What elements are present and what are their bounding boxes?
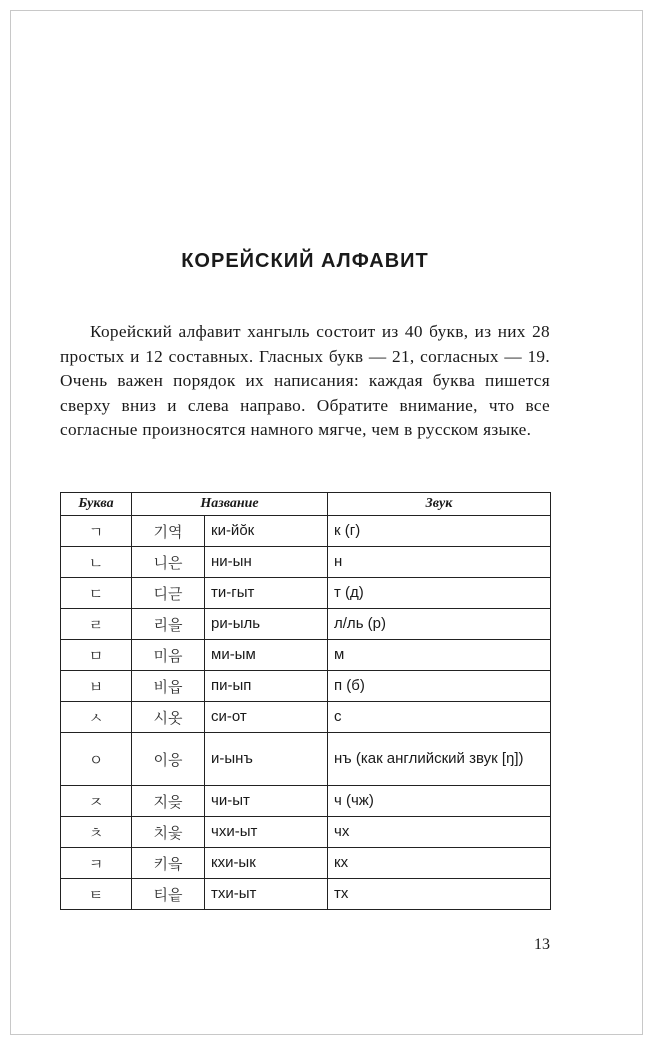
table-header-row bbox=[61, 493, 551, 516]
intro-paragraph: Корейский алфавит хангыль состоит из 40 букв, из них 28 простых и 12 составных. Гласных букв — 21, согласных — 19. Очень важен порядок их написания: каждая буква пишется сверху вниз и слева направо. Обратите внимание, что все согласные произносятся намного мягче, чем в русском языке. bbox=[60, 322, 550, 440]
korean-name-cell: 니은 bbox=[132, 547, 205, 578]
korean-name-cell: 기역 bbox=[132, 516, 205, 547]
table-row bbox=[61, 786, 551, 817]
letter-cell: ㄱ bbox=[61, 516, 132, 547]
sound-cell: т (д) bbox=[328, 578, 551, 609]
letter-cell: ㅅ bbox=[61, 702, 132, 733]
letter-cell: ㅌ bbox=[61, 879, 132, 910]
header-name: Название bbox=[132, 493, 328, 516]
russian-name-cell: и-ынъ bbox=[205, 733, 328, 786]
sound-cell: тх bbox=[328, 879, 551, 910]
letter-cell: ㅂ bbox=[61, 671, 132, 702]
korean-name-cell: 디귿 bbox=[132, 578, 205, 609]
russian-name-cell: ни-ын bbox=[205, 547, 328, 578]
sound-cell: п (б) bbox=[328, 671, 551, 702]
sound-cell: с bbox=[328, 702, 551, 733]
korean-name-cell: 티읕 bbox=[132, 879, 205, 910]
table-row bbox=[61, 609, 551, 640]
header-sound: Звук bbox=[328, 493, 551, 516]
russian-name-cell: пи-ып bbox=[205, 671, 328, 702]
korean-name-cell: 리을 bbox=[132, 609, 205, 640]
page-number: 13 bbox=[534, 936, 550, 953]
korean-name-cell: 미음 bbox=[132, 640, 205, 671]
table-row bbox=[61, 879, 551, 910]
sound-cell: ч (чж) bbox=[328, 786, 551, 817]
sound-cell: кх bbox=[328, 848, 551, 879]
russian-name-cell: ри-ыль bbox=[205, 609, 328, 640]
letter-cell: ㄷ bbox=[61, 578, 132, 609]
sound-cell: н bbox=[328, 547, 551, 578]
korean-name-cell: 치읓 bbox=[132, 817, 205, 848]
sound-cell: чх bbox=[328, 817, 551, 848]
sound-cell: л/ль (р) bbox=[328, 609, 551, 640]
page-title: КОРЕЙСКИЙ АЛФАВИТ bbox=[181, 250, 429, 272]
russian-name-cell: чи-ыт bbox=[205, 786, 328, 817]
letter-cell: ㅁ bbox=[61, 640, 132, 671]
letter-cell: ㅇ bbox=[61, 733, 132, 786]
alphabet-table bbox=[60, 492, 551, 910]
table-row bbox=[61, 817, 551, 848]
table-row bbox=[61, 733, 551, 786]
korean-name-cell: 지읒 bbox=[132, 786, 205, 817]
sound-cell: нъ (как английский звук [ŋ]) bbox=[328, 733, 551, 786]
table-row bbox=[61, 702, 551, 733]
letter-cell: ㅋ bbox=[61, 848, 132, 879]
korean-name-cell: 시옷 bbox=[132, 702, 205, 733]
sound-cell: м bbox=[328, 640, 551, 671]
table-row bbox=[61, 671, 551, 702]
russian-name-cell: ми-ым bbox=[205, 640, 328, 671]
table-row bbox=[61, 547, 551, 578]
letter-cell: ㅈ bbox=[61, 786, 132, 817]
russian-name-cell: ки-йŏк bbox=[205, 516, 328, 547]
table-row bbox=[61, 848, 551, 879]
table-row bbox=[61, 578, 551, 609]
letter-cell: ㅊ bbox=[61, 817, 132, 848]
table-row bbox=[61, 516, 551, 547]
header-letter: Буква bbox=[61, 493, 132, 516]
korean-name-cell: 비읍 bbox=[132, 671, 205, 702]
russian-name-cell: ти-гыт bbox=[205, 578, 328, 609]
korean-name-cell: 이응 bbox=[132, 733, 205, 786]
russian-name-cell: чхи-ыт bbox=[205, 817, 328, 848]
table-row bbox=[61, 640, 551, 671]
letter-cell: ㄴ bbox=[61, 547, 132, 578]
letter-cell: ㄹ bbox=[61, 609, 132, 640]
table-body bbox=[61, 516, 551, 910]
russian-name-cell: си-от bbox=[205, 702, 328, 733]
russian-name-cell: кхи-ык bbox=[205, 848, 328, 879]
sound-cell: к (г) bbox=[328, 516, 551, 547]
russian-name-cell: тхи-ыт bbox=[205, 879, 328, 910]
korean-name-cell: 키읔 bbox=[132, 848, 205, 879]
